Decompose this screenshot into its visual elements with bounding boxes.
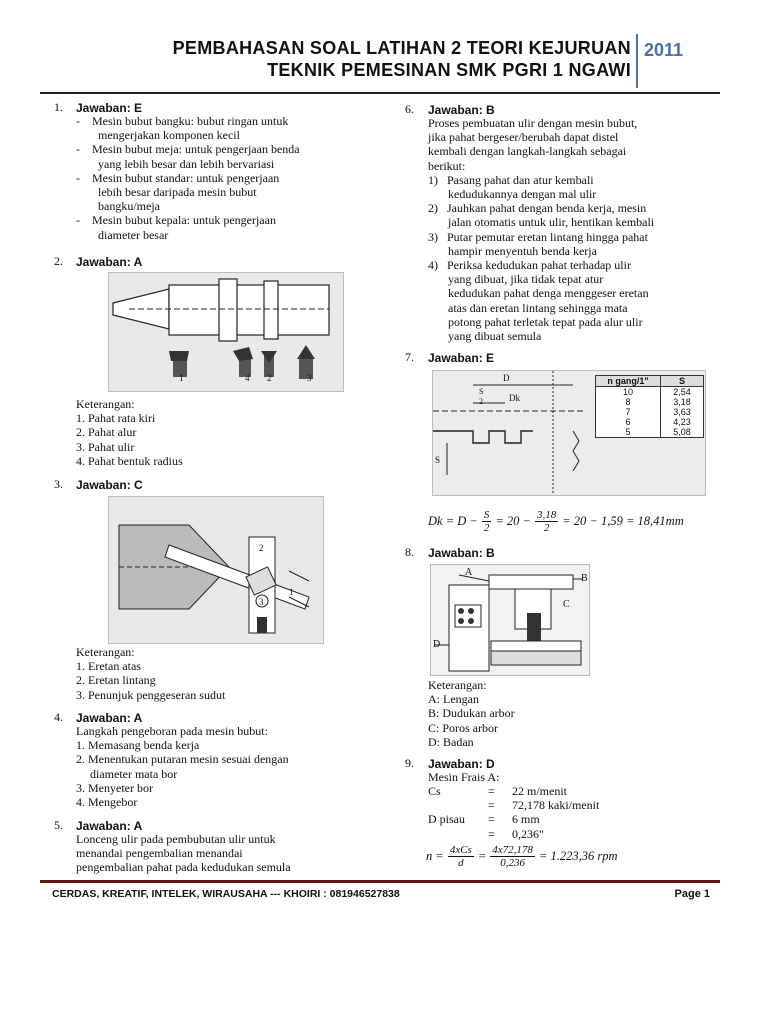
q1-answer: Jawaban: E [76,101,143,115]
q7-table-cell: 5 [596,427,661,438]
q1-item2b: yang lebih besar dan lebih bervariasi [98,156,275,171]
q6-step-num: 3) [428,229,438,244]
q7-answer: Jawaban: E [428,351,495,365]
q8-item: B: Dudukan arbor [428,706,515,721]
q4-list [76,724,289,809]
q9-key: Cs [428,784,441,798]
q1-item1b: mengerjakan komponen kecil [98,128,240,143]
q7-table-cell: 3,18 [661,397,704,407]
q6-step-cont: atas dan eretan lintang sehingga mata [448,300,628,315]
q4-answer: Jawaban: A [76,711,143,725]
q2-fig-label: 2 [267,373,272,383]
q1-item3b: lebih besar daripada mesin bubut [98,185,257,200]
q7-f1-den: 2 [483,521,490,534]
q6-step: Jauhkan pahat dengan benda kerja, mesin [447,201,647,216]
q9-values [428,784,599,841]
q4-item: 3. Menyeter bor [76,780,153,795]
q6-step-cont: hampir menyentuh benda kerja [448,243,597,258]
q9-value: 72,178 kaki/menit [512,798,600,813]
q9-intro: Mesin Frais A: [428,770,500,784]
q9-key [428,798,488,812]
q6-step-num: 2) [428,201,438,216]
q7-formula-rhs: = 20 − 1,59 = 18,41mm [562,513,684,528]
q6-step: Periksa kedudukan pahat terhadap ulir [447,258,631,273]
q4-item: 4. Mengebor [76,795,138,810]
q5-line: Lonceng ulir pada pembubutan ulir untuk [76,832,276,846]
q2-ket: Keterangan: [76,397,135,411]
q2-number: 2. [54,254,63,268]
q2-answer: Jawaban: A [76,255,143,269]
header-rule [40,92,720,94]
q8-item: C: Poros arbor [428,720,498,735]
q9-value: 22 m/menit [512,784,567,798]
q7-thread-table [595,375,704,438]
q3-number: 3. [54,477,63,491]
q6-step-num: 1) [428,172,438,187]
q8-answer: Jawaban: B [428,546,495,560]
q4-intro: Langkah pengeboran pada mesin bubut: [76,724,268,738]
q8-fig-label: C [563,599,570,610]
q9-eq: = [488,812,495,827]
q6-line: Proses pembuatan ulir dengan mesin bubut, [428,116,638,130]
q4-item: 1. Memasang benda kerja [76,738,200,753]
q6-step: Pasang pahat dan atur kembali [447,172,594,187]
q9-f1-den: d [458,856,464,869]
q7-f2-den: 2 [543,521,550,534]
q7-f2-num: 3,18 [536,508,557,521]
q3-fig-label: 2 [259,543,264,553]
q7-fig-label-D: D [503,373,510,383]
q3-answer: Jawaban: C [76,478,143,492]
q1-item1: Mesin bubut bangku: bubut ringan untuk [92,114,289,128]
q9-value: 0,236" [512,826,544,841]
q2-fig-label: 4 [245,373,250,383]
q2-item: 2. Pahat alur [76,425,137,440]
q9-f2-num: 4x72,178 [492,843,533,856]
q6-answer: Jawaban: B [428,103,495,117]
q7-table-cell: 5,08 [661,427,704,438]
q1-item3c: bangku/meja [98,199,160,214]
q3-item: 1. Eretan atas [76,659,141,674]
q9-fraction-2 [490,844,535,869]
q7-formula [428,504,684,538]
q7-fraction-1 [482,509,492,534]
q2-legend [76,397,183,468]
q9-fraction-1 [448,844,474,869]
q7-table-cell: 4,23 [661,417,704,427]
q2-fig-label: 3 [307,373,312,383]
q3-ket: Keterangan: [76,645,135,659]
q7-table-cell: 3,63 [661,407,704,417]
q9-formula-rhs: = 1.223,36 rpm [538,848,618,863]
q3-fig-label: 3 [259,597,264,607]
q2-tool-figure [108,272,344,392]
q7-table-cell: 7 [596,407,661,417]
q2-item: 3. Pahat ulir [76,439,135,454]
q9-formula [426,838,617,874]
q6-step-cont: jalan otomatis untuk ulir, hentikan kembali [448,215,655,230]
q5-line: pengembalian pahat pada kedudukan semula [76,860,291,875]
q3-compound-rest-figure [108,496,324,644]
q7-fig-label-S: S [435,455,441,465]
q9-formula-eq: = [477,848,487,863]
footer-rule [40,880,720,883]
q3-item: 2. Eretan lintang [76,673,156,688]
header-title-line1: PEMBAHASAN SOAL LATIHAN 2 TEORI KEJURUAN [172,38,631,58]
q2-item: 4. Pahat bentuk radius [76,453,183,468]
q4-item: diameter mata bor [90,766,178,781]
q5-text [76,832,291,875]
q9-formula-lhs: n = [426,848,444,863]
q7-table-cell: 6 [596,417,661,427]
compound-rest-drawing [109,497,323,643]
q7-fig-label-Dk: Dk [509,393,520,403]
q6-step: Putar pemutar eretan lintang hingga pahat [447,229,648,244]
footer-page: Page 1 [674,888,710,900]
q6-step-cont: potong pahat terletak tepat pada alur ulir [448,314,643,329]
q1-item4b: diameter besar [98,227,169,242]
header-divider [636,34,638,88]
q1-item2: Mesin bubut meja: untuk pengerjaan benda [92,142,300,157]
q8-item: A: Lengan [428,692,479,707]
q9-eq: = [488,784,495,798]
q9-number: 9. [405,756,414,770]
q5-line: menandai pengembalian menandai [76,846,243,861]
q3-legend [76,645,225,702]
q9-eq: = [488,798,495,813]
footer-motto: CERDAS, KREATIF, INTELEK, WIRAUSAHA --- KHOIRI : 081946527838 [52,888,400,900]
header-title-line2: TEKNIK PEMESINAN SMK PGRI 1 NGAWI [267,60,631,80]
q9-eq: = [488,826,495,841]
q6-text [428,116,718,343]
q8-fig-label: D [433,639,441,650]
q7-formula-lhs: Dk = D − [428,513,478,528]
q9-key: D pisau [428,812,465,827]
q8-fig-label: B [581,573,588,584]
q9-answer: Jawaban: D [428,757,495,771]
q9-f1-num: 4xCs [449,843,472,856]
q6-step-cont: yang dibuat, jika tidak tepat atur [448,272,604,287]
q8-ket: Keterangan: [428,678,487,692]
q7-number: 7. [405,350,414,364]
q6-step-cont: kedudukannya dengan mal ulir [448,187,597,202]
q7-table-cell: 8 [596,397,661,407]
q7-fig-label-s-num: S [479,387,484,396]
q7-fraction-2 [535,509,558,534]
q6-step-cont: yang dibuat semula [448,329,542,344]
q7-table-cell: 2,54 [661,387,704,398]
milling-machine-drawing [431,565,589,675]
q4-number: 4. [54,710,63,724]
q9-f2-den: 0,236 [500,856,525,869]
q2-fig-label: 1 [179,373,184,383]
q6-number: 6. [405,102,414,116]
thread-profile-drawing [433,371,593,495]
q1-item3: Mesin bubut standar: untuk pengerjaan [92,170,280,185]
header-year: 2011 [644,40,684,60]
q9-value: 6 mm [512,812,540,827]
q7-table-head: S [661,376,704,387]
q1-number: 1. [54,100,63,114]
q8-milling-figure [430,564,590,676]
q3-item: 3. Penunjuk penggeseran sudut [76,687,226,702]
q5-answer: Jawaban: A [76,819,143,833]
q6-line: jika pahat bergeser/berubah dapat distel [428,130,619,145]
q1-list: - Mesin bubut bangku: bubut ringan untuk mengerjakan komponen kecil - Mesin bubut meja: untuk pengerjaan benda yang lebih besar dan lebih bervariasi - Mesin bubut standar: untuk pengerjaan lebih besar daripada mesin bubut bangku/meja - Mesin bubut kepala: untuk pengerjaan diameter besar [76,114,376,242]
q6-step-num: 4) [428,258,438,273]
q7-f1-num: S [483,508,490,521]
q8-fig-label: A [465,567,473,578]
q6-line: berikut: [428,158,466,173]
q5-number: 5. [54,818,63,832]
q6-step-cont: kedudukan pahat denga menggeser eretan [448,286,649,301]
q7-fig-label-s-den: 2 [479,397,483,406]
q8-item: D: Badan [428,734,474,749]
q2-item: 1. Pahat rata kiri [76,411,156,426]
q7-table-head: n gang/1" [596,376,661,387]
q1-item4: Mesin bubut kepala: untuk pengerjaan [92,213,276,228]
q3-fig-label: 1 [289,587,294,597]
q8-legend [428,678,515,749]
q8-number: 8. [405,545,414,559]
q7-thread-figure [432,370,706,496]
q4-item: 2. Menentukan putaran mesin sesuai dengan [76,752,289,767]
q7-formula-mid: = 20 − [495,513,531,528]
q6-line: kembali dengan langkah-langkah sebagai [428,144,627,159]
q7-table-cell: 10 [596,387,661,398]
